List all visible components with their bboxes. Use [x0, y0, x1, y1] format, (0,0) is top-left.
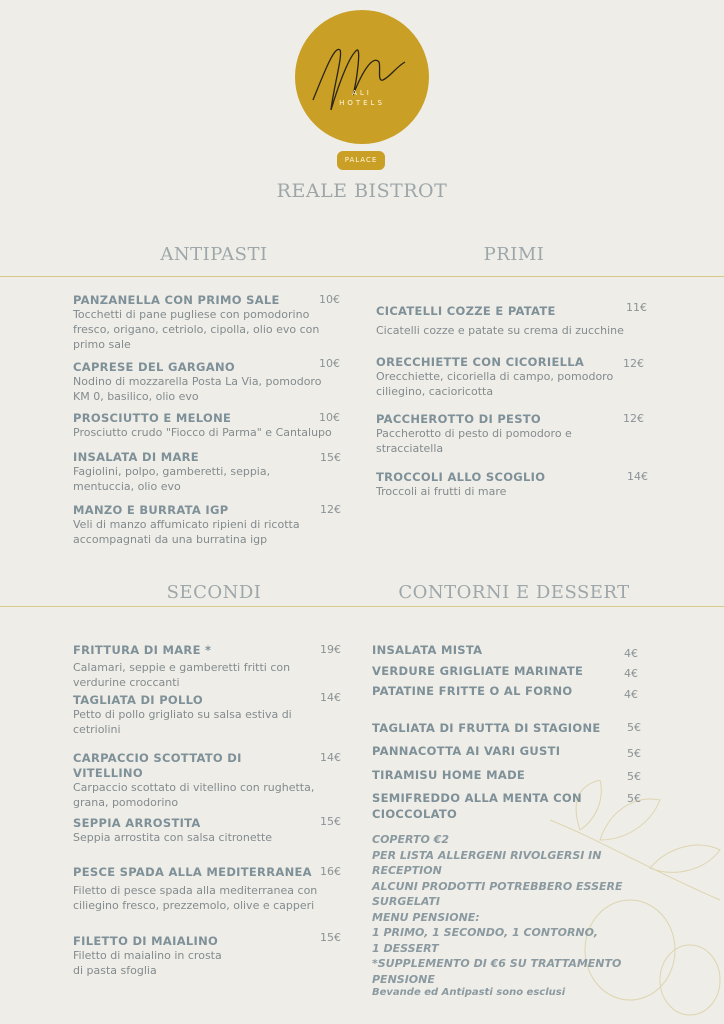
- item-desc: Filetto di pesce spada alla mediterranea con: [73, 884, 318, 897]
- item-desc: ciliegino fresco, prezzemolo, olive e capperi: [73, 899, 315, 912]
- item-name: SEPPIA ARROSTITA: [73, 816, 201, 830]
- item-price: 4€: [624, 688, 638, 701]
- item-name: FRITTURA DI MARE *: [73, 643, 212, 657]
- signature-mark: [295, 10, 429, 144]
- item-desc: Seppia arrostita con salsa citronette: [73, 831, 273, 844]
- menu-notes: [372, 832, 623, 998]
- item-name: TIRAMISU HOME MADE: [372, 768, 526, 782]
- item-name: PATATINE FRITTE O AL FORNO: [372, 684, 573, 698]
- divider: [0, 606, 724, 607]
- item-price: 12€: [623, 357, 644, 370]
- item-desc: ciliegino, cacioricotta: [376, 385, 494, 398]
- item-desc: Troccoli ai frutti di mare: [376, 485, 507, 498]
- item-name: PANZANELLA CON PRIMO SALE: [73, 293, 280, 307]
- item-desc: fresco, origano, cetriolo, cipolla, olio evo con: [73, 323, 320, 336]
- item-price: 16€: [320, 865, 341, 878]
- item-price: 15€: [320, 451, 341, 464]
- item-price: 5€: [627, 770, 641, 783]
- item-name: SEMIFREDDO ALLA MENTA CON: [372, 791, 582, 805]
- item-name: PROSCIUTTO E MELONE: [73, 411, 232, 425]
- logo-text-hotels: HOTELS: [339, 99, 385, 107]
- item-name: PANNACOTTA AI VARI GUSTI: [372, 744, 561, 758]
- item-name: TROCCOLI ALLO SCOGLIO: [376, 470, 546, 484]
- note-line: MENU PENSIONE:: [372, 910, 480, 924]
- item-name: INSALATA MISTA: [372, 643, 483, 657]
- item-desc: accompagnati da una burratina igp: [73, 533, 268, 546]
- hotel-logo: [295, 10, 429, 144]
- note-line: 1 PRIMO, 1 SECONDO, 1 CONTORNO,: [372, 926, 598, 939]
- item-price: 12€: [320, 503, 341, 516]
- note-line: RECEPTION: [372, 864, 442, 877]
- item-price: 4€: [624, 667, 638, 680]
- item-price: 15€: [320, 931, 341, 944]
- footnote: Bevande ed Antipasti sono esclusi: [372, 987, 566, 998]
- section-title-primi: PRIMI: [483, 244, 545, 265]
- menu-item: [73, 293, 319, 352]
- item-desc: Petto di pollo grigliato su salsa estiva di: [73, 708, 292, 721]
- menu-item: [376, 304, 624, 338]
- menu-item: [376, 412, 572, 456]
- item-price: 14€: [320, 691, 341, 704]
- item-name: CIOCCOLATO: [372, 807, 458, 821]
- item-desc: stracciatella: [376, 442, 444, 455]
- item-price: 5€: [627, 721, 641, 734]
- item-name: CAPRESE DEL GARGANO: [73, 360, 235, 374]
- menu-item: [73, 360, 321, 404]
- menu-item: [73, 450, 270, 494]
- item-name: TAGLIATA DI FRUTTA DI STAGIONE: [372, 721, 601, 735]
- item-price: 5€: [627, 792, 641, 805]
- item-name: CARPACCIO SCOTTATO DI: [73, 751, 242, 765]
- note-line: ALCUNI PRODOTTI POTREBBERO ESSERE: [372, 879, 623, 893]
- item-desc: Tocchetti di pane pugliese con pomodorino: [73, 308, 310, 321]
- note-line: *SUPPLEMENTO DI €6 SU TRATTAMENTO: [372, 957, 622, 970]
- note-line: 1 DESSERT: [372, 941, 439, 955]
- item-desc: di pasta sfoglia: [73, 964, 157, 977]
- item-name: ORECCHIETTE CON CICORIELLA: [376, 355, 585, 369]
- logo-text-ali: ALI: [352, 89, 372, 97]
- menu-item: [73, 643, 290, 690]
- item-desc: cetriolini: [73, 723, 121, 736]
- menu-item: [73, 934, 222, 978]
- menu-item: [73, 751, 314, 810]
- note-line: COPERTO €2: [372, 833, 449, 846]
- item-desc: KM 0, basilico, olio evo: [73, 390, 199, 403]
- note-line: PENSIONE: [372, 972, 435, 986]
- palace-badge: PALACE: [337, 151, 385, 170]
- item-price: 5€: [627, 747, 641, 760]
- menu-item: [73, 816, 272, 845]
- item-name: VITELLINO: [73, 766, 143, 780]
- menu-item: [73, 693, 292, 737]
- item-desc: Cicatelli cozze e patate su crema di zucchine: [376, 324, 624, 337]
- item-desc: Calamari, seppie e gamberetti fritti con: [73, 661, 291, 674]
- menu-item: [376, 355, 613, 399]
- item-name: PESCE SPADA ALLA MEDITERRANEA: [73, 865, 312, 879]
- item-price: 12€: [623, 412, 644, 425]
- item-name: PACCHEROTTO DI PESTO: [376, 412, 542, 426]
- item-desc: mentuccia, olio evo: [73, 480, 181, 493]
- note-line: SURGELATI: [372, 895, 440, 908]
- item-price: 14€: [627, 470, 648, 483]
- menu-item: [73, 865, 317, 913]
- menu-item: [73, 503, 300, 547]
- item-price: 4€: [624, 647, 638, 660]
- divider: [0, 276, 724, 277]
- item-name: FILETTO DI MAIALINO: [73, 934, 219, 948]
- item-desc: Carpaccio scottato di vitellino con rughetta,: [73, 781, 315, 794]
- item-price: 15€: [320, 815, 341, 828]
- section-title-secondi: SECONDI: [166, 582, 262, 603]
- item-desc: Paccherotto di pesto di pomodoro e: [376, 427, 572, 440]
- item-desc: Filetto di maialino in crosta: [73, 949, 222, 962]
- item-desc: Fagiolini, polpo, gamberetti, seppia,: [73, 465, 271, 478]
- item-price: 10€: [319, 411, 340, 424]
- item-price: 14€: [320, 751, 341, 764]
- item-price: 19€: [320, 643, 341, 656]
- restaurant-title: REALE BISTROT: [276, 180, 448, 202]
- menu-item: [372, 791, 582, 821]
- item-price: 10€: [319, 357, 340, 370]
- item-name: CICATELLI COZZE E PATATE: [376, 304, 556, 318]
- item-price: 10€: [319, 293, 340, 306]
- item-desc: Veli di manzo affumicato ripieni di ricotta: [73, 518, 300, 531]
- item-desc: grana, pomodorino: [73, 796, 179, 809]
- item-desc: Orecchiette, cicoriella di campo, pomodoro: [376, 370, 614, 383]
- item-desc: Prosciutto crudo "Fiocco di Parma" e Cantalupo: [73, 426, 332, 439]
- section-title-contorni: CONTORNI E DESSERT: [398, 582, 630, 603]
- item-desc: primo sale: [73, 338, 131, 351]
- section-title-antipasti: ANTIPASTI: [160, 244, 268, 265]
- item-name: VERDURE GRIGLIATE MARINATE: [372, 664, 584, 678]
- item-name: TAGLIATA DI POLLO: [73, 693, 203, 707]
- item-desc: verdurine croccanti: [73, 676, 180, 689]
- menu-item: [376, 470, 545, 499]
- note-line: PER LISTA ALLERGENI RIVOLGERSI IN: [372, 848, 602, 862]
- menu-item: [73, 411, 332, 440]
- item-name: MANZO E BURRATA IGP: [73, 503, 229, 517]
- item-price: 11€: [626, 301, 647, 314]
- item-name: INSALATA DI MARE: [73, 450, 199, 464]
- item-desc: Nodino di mozzarella Posta La Via, pomodoro: [73, 375, 322, 388]
